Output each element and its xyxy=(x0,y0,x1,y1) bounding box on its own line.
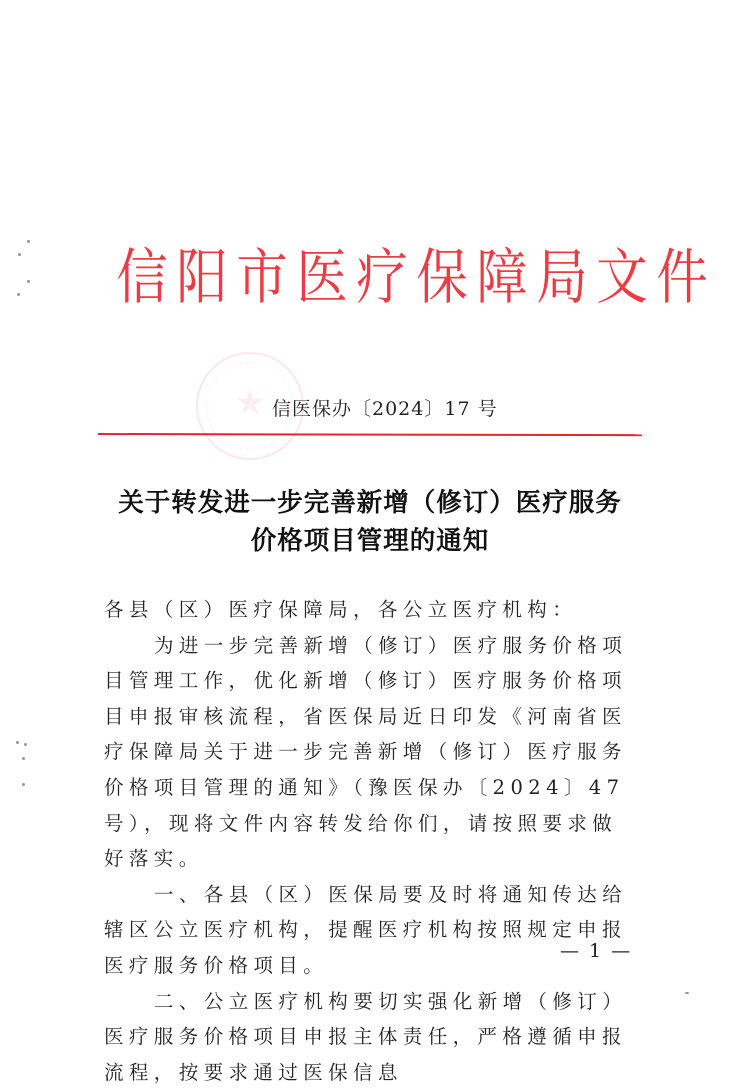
scan-speck xyxy=(27,280,30,283)
scan-speck xyxy=(27,240,30,243)
letterhead-char: 保 xyxy=(416,243,468,313)
letterhead-char: 疗 xyxy=(356,243,408,313)
letterhead-char: 医 xyxy=(296,243,348,313)
letterhead-char: 件 xyxy=(656,243,708,313)
scan-speck xyxy=(18,253,21,256)
title-line-1: 关于转发进一步完善新增（修订）医疗服务 xyxy=(118,488,622,518)
body-paragraph: 二、公立医疗机构要切实强化新增（修订）医疗服务价格项目申报主体责任，严格遵循申报流程，按要求通过医保信息 xyxy=(104,989,628,1084)
letterhead-char: 阳 xyxy=(176,243,228,313)
title-line-2: 价格项目管理的通知 xyxy=(250,526,490,556)
document-title xyxy=(98,484,642,560)
scan-speck xyxy=(22,783,25,786)
salutation: 各县（区）医疗保障局，各公立医疗机构： xyxy=(104,598,578,621)
scan-speck xyxy=(22,757,25,760)
letterhead-char: 障 xyxy=(476,243,528,313)
letterhead-char: 文 xyxy=(596,243,648,313)
seal-star-icon: ★ xyxy=(234,382,266,423)
body-paragraph: 一、各县（区）医保局要及时将通知传达给辖区公立医疗机构，提醒医疗机构按照规定申报医疗服务价格项目。 xyxy=(104,882,628,977)
letterhead-char: 市 xyxy=(236,243,288,313)
letterhead-char: 局 xyxy=(536,243,588,313)
body-paragraph: 为进一步完善新增（修订）医疗服务价格项目管理工作，优化新增（修订）医疗服务价格项目申报审核流程，省医保局近日印发《河南省医疗保障局关于进一步完善新增（修订）医疗服务价格项目管理的通知》（豫医保办〔2024〕47 号），现将文件内容转发给你们，请按照要求做好落实。 xyxy=(104,633,628,871)
scan-speck xyxy=(24,743,27,746)
red-divider-line xyxy=(98,433,642,436)
document-number: 信医保办〔2024〕17 号 xyxy=(272,398,498,420)
letterhead-char: 信 xyxy=(116,243,168,313)
scan-speck xyxy=(16,741,19,744)
page-number: — 1 — xyxy=(560,940,633,962)
scan-speck xyxy=(685,992,689,994)
document-body xyxy=(104,592,638,1090)
scan-speck xyxy=(17,293,20,296)
letterhead-title xyxy=(112,238,708,318)
